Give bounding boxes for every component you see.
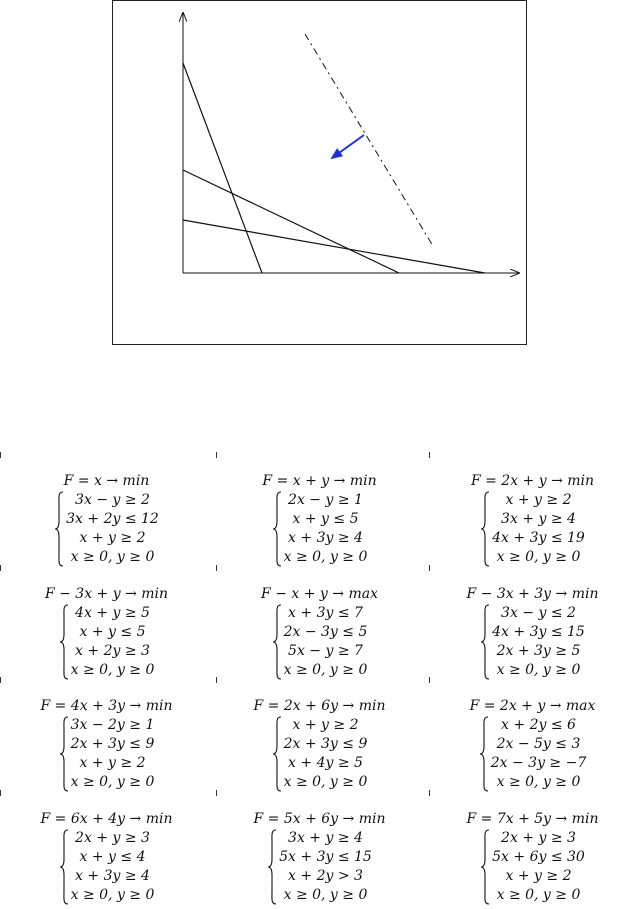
constraint-row: x + 3y ≤ 7 <box>288 605 363 621</box>
constraint-row: x + 2y ≤ 6 <box>501 717 576 733</box>
brace-icon <box>480 829 490 905</box>
problem-cell <box>426 565 639 678</box>
constraint-row: x + y ≤ 5 <box>79 624 146 640</box>
constraint-row: x + 2y > 3 <box>288 868 363 884</box>
constraint-row: x + 4y ≥ 5 <box>288 755 363 771</box>
objective-function: F − 3x + 3y → min <box>466 586 599 602</box>
constraint-system <box>480 604 585 680</box>
constraint-row: x + y ≥ 2 <box>292 717 359 733</box>
constraint-system <box>272 604 368 680</box>
problem-cell <box>426 790 639 903</box>
brace-icon <box>272 491 282 567</box>
cell-corner-mark <box>216 790 217 796</box>
constraint-row: 2x − 3y ≤ 5 <box>283 624 368 640</box>
cell-corner-mark <box>0 790 1 796</box>
constraint-row: x ≥ 0, y ≥ 0 <box>283 774 368 790</box>
cell-corner-mark <box>216 565 217 571</box>
constraint-line-3 <box>183 220 485 273</box>
brace-icon <box>54 491 64 567</box>
problem-cell <box>0 677 213 790</box>
constraint-line-1 <box>183 63 262 273</box>
constraint-row: 4x + 3y ≤ 19 <box>492 530 585 546</box>
constraint-system <box>272 716 368 792</box>
objective-function: F = x → min <box>63 473 150 489</box>
objective-function: F = 4x + 3y → min <box>40 698 173 714</box>
problem-cell <box>426 452 639 565</box>
constraint-row: x ≥ 0, y ≥ 0 <box>70 774 155 790</box>
graph-canvas <box>113 1 528 346</box>
problem-system <box>426 697 639 796</box>
cell-corner-mark <box>0 565 1 571</box>
constraint-system <box>272 491 368 567</box>
constraint-row: x + y ≤ 5 <box>292 511 359 527</box>
constraint-system <box>267 829 372 905</box>
brace-icon <box>272 716 282 792</box>
constraint-system <box>54 491 159 567</box>
constraint-row: 2x − y ≥ 1 <box>288 492 363 508</box>
cell-corner-mark <box>216 677 217 683</box>
constraint-row: 3x + y ≥ 4 <box>501 511 576 527</box>
constraint-row: 3x − y ≥ 2 <box>75 492 150 508</box>
objective-level-line <box>305 34 433 246</box>
constraint-row: 5x + 6y ≤ 30 <box>492 849 585 865</box>
constraint-row: x ≥ 0, y ≥ 0 <box>496 549 581 565</box>
problem-system <box>426 810 639 909</box>
objective-function: F − x + y → max <box>261 586 378 602</box>
constraint-system <box>59 604 155 680</box>
cell-corner-mark <box>429 790 430 796</box>
cell-corner-mark <box>0 677 1 683</box>
objective-function: F = 6x + 4y → min <box>40 811 173 827</box>
constraint-row: x ≥ 0, y ≥ 0 <box>283 549 368 565</box>
brace-icon <box>479 716 489 792</box>
constraint-row: x ≥ 0, y ≥ 0 <box>70 887 155 903</box>
brace-icon <box>272 604 282 680</box>
constraint-row: 2x + 3y ≥ 5 <box>496 643 581 659</box>
brace-icon <box>480 491 490 567</box>
constraint-row: x ≥ 0, y ≥ 0 <box>283 662 368 678</box>
problem-system <box>213 585 426 684</box>
problem-system <box>213 697 426 796</box>
constraint-row: x + 3y ≥ 4 <box>75 868 150 884</box>
brace-icon <box>480 604 490 680</box>
constraint-row: 4x + y ≥ 5 <box>75 605 150 621</box>
constraint-row: 4x + 3y ≤ 15 <box>492 624 585 640</box>
brace-icon <box>59 716 69 792</box>
objective-function: F = 5x + 6y → min <box>253 811 386 827</box>
cell-corner-mark <box>429 452 430 458</box>
problem-system <box>0 697 213 796</box>
problem-cell <box>213 565 426 678</box>
constraint-row: x ≥ 0, y ≥ 0 <box>70 662 155 678</box>
objective-function: F = 2x + 6y → min <box>253 698 386 714</box>
constraint-row: 5x + 3y ≤ 15 <box>279 849 372 865</box>
cell-corner-mark <box>0 452 1 458</box>
constraint-row: x ≥ 0, y ≥ 0 <box>283 887 368 903</box>
objective-function: F = x + y → min <box>262 473 377 489</box>
problem-system <box>213 472 426 571</box>
constraint-row: 3x − y ≤ 2 <box>501 605 576 621</box>
problem-system <box>213 810 426 909</box>
problem-cell <box>0 565 213 678</box>
objective-function: F = 2x + y → max <box>469 698 596 714</box>
problem-cell <box>0 790 213 903</box>
constraint-row: 2x + y ≥ 3 <box>501 830 576 846</box>
objective-function: F = 2x + y → min <box>470 473 595 489</box>
cell-corner-mark <box>216 452 217 458</box>
constraint-row: x ≥ 0, y ≥ 0 <box>496 774 581 790</box>
problem-cell <box>213 452 426 565</box>
constraint-system <box>59 829 155 905</box>
constraint-system <box>479 716 587 792</box>
brace-icon <box>267 829 277 905</box>
constraint-row: 5x − y ≥ 7 <box>288 643 363 659</box>
problem-cell <box>213 790 426 903</box>
constraint-system <box>480 491 585 567</box>
problem-cell <box>0 452 213 565</box>
constraint-row: 2x − 5y ≤ 3 <box>496 736 581 752</box>
constraint-row: x + y ≥ 2 <box>505 868 572 884</box>
constraint-row: 2x − 3y ≥ −7 <box>490 755 587 771</box>
constraint-row: 2x + 3y ≤ 9 <box>70 736 155 752</box>
constraint-row: x ≥ 0, y ≥ 0 <box>496 662 581 678</box>
cell-corner-mark <box>429 565 430 571</box>
problem-system <box>426 585 639 684</box>
constraint-row: x + 2y ≥ 3 <box>75 643 150 659</box>
constraint-row: x ≥ 0, y ≥ 0 <box>496 887 581 903</box>
objective-function: F = 7x + 5y → min <box>466 811 599 827</box>
problem-cell <box>213 677 426 790</box>
objective-function: F − 3x + y → min <box>44 586 169 602</box>
constraint-line-2 <box>183 170 399 273</box>
constraint-row: x + y ≤ 4 <box>79 849 146 865</box>
constraint-row: x + y ≥ 2 <box>79 530 146 546</box>
arrow-icon <box>332 135 364 158</box>
constraint-row: 2x + y ≥ 3 <box>75 830 150 846</box>
problem-system <box>426 472 639 571</box>
constraint-row: x + 3y ≥ 4 <box>288 530 363 546</box>
constraint-row: 3x + y ≥ 4 <box>288 830 363 846</box>
constraint-row: 2x + 3y ≤ 9 <box>283 736 368 752</box>
constraint-system <box>480 829 585 905</box>
problem-system <box>0 810 213 909</box>
brace-icon <box>59 829 69 905</box>
constraint-row: 3x + 2y ≤ 12 <box>66 511 159 527</box>
brace-icon <box>59 604 69 680</box>
problem-system <box>0 585 213 684</box>
problem-cell <box>426 677 639 790</box>
constraint-row: x + y ≥ 2 <box>79 755 146 771</box>
constraint-system <box>59 716 155 792</box>
constraint-row: x ≥ 0, y ≥ 0 <box>70 549 155 565</box>
cell-corner-mark <box>429 677 430 683</box>
constraint-row: x + y ≥ 2 <box>505 492 572 508</box>
constraint-row: 3x − 2y ≥ 1 <box>70 717 155 733</box>
problem-system <box>0 472 213 571</box>
graph-figure <box>112 0 527 345</box>
